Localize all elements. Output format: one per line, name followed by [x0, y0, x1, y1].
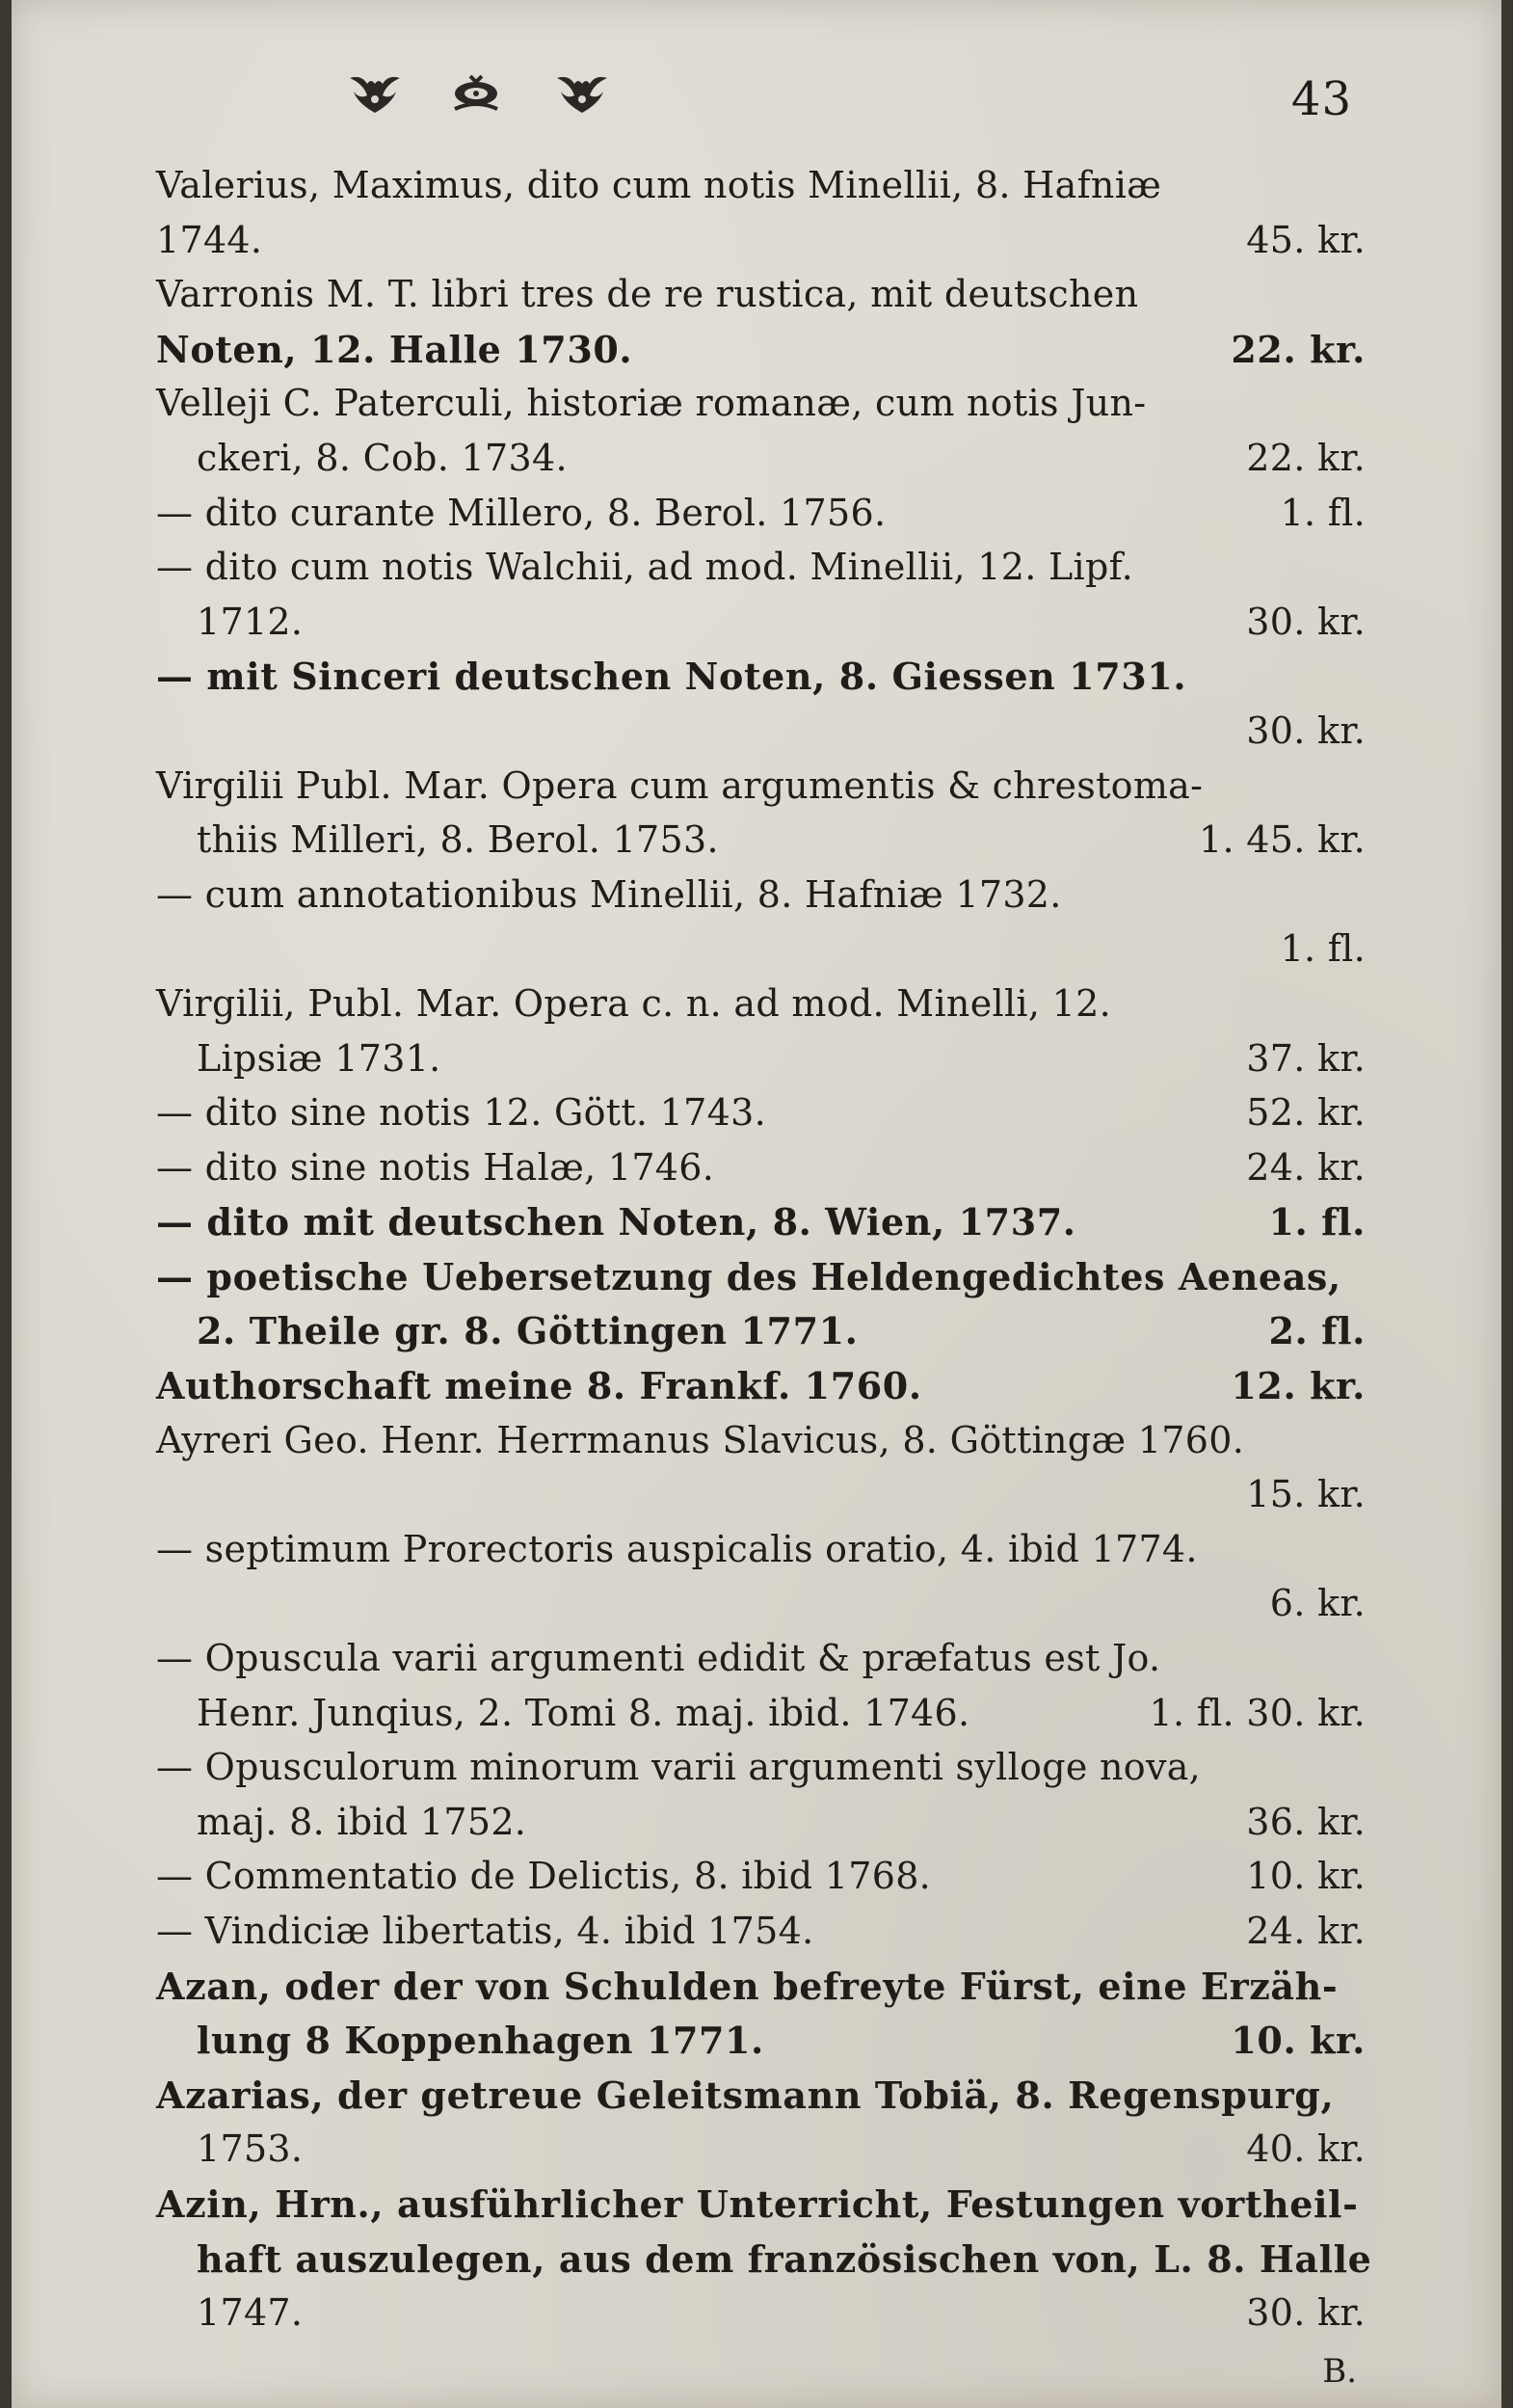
- entry-price: 15. kr.: [1246, 1473, 1366, 1516]
- catalog-line: [156, 1200, 1366, 1255]
- fleuron-center-icon: [445, 70, 507, 120]
- entry-text: — Vindiciæ libertatis, 4. ibid 1754.: [156, 1910, 814, 1952]
- entry-price: 36. kr.: [1246, 1800, 1366, 1843]
- catalog-line: [156, 764, 1366, 819]
- entry-text: — dito mit deutschen Noten, 8. Wien, 1737.: [156, 1200, 1076, 1244]
- entry-price: 12. kr.: [1231, 1364, 1366, 1408]
- catalog-line: [156, 982, 1366, 1037]
- signature-mark: B.: [1322, 2352, 1357, 2391]
- entry-text: Lipsiæ 1731.: [197, 1036, 441, 1080]
- book-page: [12, 0, 1501, 2408]
- entry-text: Velleji C. Paterculi, historiæ romanæ, cum notis Jun-: [156, 382, 1147, 425]
- fleuron-icon: [344, 70, 406, 120]
- entry-text: Virgilii, Publ. Mar. Opera c. n. ad mod. Minelli, 12.: [156, 981, 1111, 1025]
- catalog-line: [156, 818, 1366, 873]
- entry-text: Authorschaft meine 8. Frankf. 1760.: [156, 1364, 922, 1408]
- catalog-line: [156, 2127, 1366, 2182]
- entry-text: Azin, Hrn., ausführlicher Unterricht, Festungen vortheil-: [156, 2181, 1359, 2226]
- entry-text: — Opuscula varii argumenti edidit & præfatus est Jo.: [156, 1637, 1161, 1680]
- entry-text: Virgilii Publ. Mar. Opera cum argumentis & chrestoma-: [156, 763, 1204, 807]
- entry-text: 1747.: [197, 2291, 304, 2335]
- entry-price: 10. kr.: [1246, 1855, 1366, 1898]
- catalog-line: [156, 1855, 1366, 1910]
- entry-text: — dito cum notis Walchii, ad mod. Minellii, 12. Lipf.: [156, 546, 1133, 589]
- entry-text: — septimum Prorectoris auspicalis oratio, 4. ibid 1774.: [156, 1527, 1198, 1570]
- entry-text: Henr. Junqius, 2. Tomi 8. maj. ibid. 1746.: [197, 1691, 970, 1734]
- entry-price: 24. kr.: [1246, 1910, 1366, 1952]
- catalog-line: [156, 1910, 1366, 1965]
- catalog-line: [156, 1801, 1366, 1856]
- entry-price: 45. kr.: [1246, 218, 1366, 261]
- catalog-line: [156, 1637, 1366, 1692]
- catalog-line: [156, 1528, 1366, 1583]
- catalog-line: [156, 1746, 1366, 1801]
- entry-price: 1. fl.: [1280, 927, 1366, 971]
- entry-price: 22. kr.: [1231, 327, 1366, 371]
- entry-price: 30. kr.: [1246, 2291, 1366, 2335]
- entry-text: — dito curante Millero, 8. Berol. 1756.: [156, 491, 887, 534]
- entry-text: ckeri, 8. Cob. 1734.: [197, 436, 568, 479]
- entry-price: 1. fl. 30. kr.: [1149, 1691, 1366, 1734]
- entry-text: — cum annotationibus Minellii, 8. Hafniæ 1732.: [156, 872, 1062, 916]
- catalog-line: [156, 1965, 1366, 2020]
- entry-text: lung 8 Koppenhagen 1771.: [197, 2019, 764, 2063]
- entry-text: Azarias, der getreue Geleitsmann Tobiä, 8. Regenspurg,: [156, 2073, 1335, 2117]
- catalog-line: [156, 927, 1366, 982]
- fleuron-icon: [551, 70, 613, 120]
- entry-price: 40. kr.: [1246, 2127, 1366, 2171]
- entry-price: 6. kr.: [1269, 1582, 1366, 1625]
- catalog-line: [156, 655, 1366, 709]
- entry-text: — Opusculorum minorum varii argumenti sylloge nova,: [156, 1746, 1202, 1789]
- catalog-line: [156, 2291, 1366, 2346]
- catalog-line: [156, 1473, 1366, 1528]
- entry-text: 2. Theile gr. 8. Göttingen 1771.: [197, 1309, 859, 1353]
- catalog-line: [156, 1419, 1366, 1474]
- catalog-line: [156, 219, 1366, 274]
- entry-text: Valerius, Maximus, dito cum notis Minellii, 8. Hafniæ: [156, 164, 1162, 206]
- catalog-line: [156, 1692, 1366, 1747]
- catalog-line: [156, 1309, 1366, 1364]
- entry-text: — Commentatio de Delictis, 8. ibid 1768.: [156, 1855, 932, 1898]
- catalog-line: [156, 2182, 1366, 2237]
- entry-text: Varronis M. T. libri tres de re rustica, mit deutschen: [156, 273, 1139, 316]
- entry-price: 30. kr.: [1246, 709, 1366, 752]
- entry-text: — dito sine notis Halæ, 1746.: [156, 1145, 715, 1189]
- catalog-line: [156, 1364, 1366, 1419]
- catalog-line: [156, 437, 1366, 492]
- entry-text: — poetische Uebersetzung des Heldengedichtes Aeneas,: [156, 1254, 1341, 1298]
- entry-price: 2. fl.: [1268, 1309, 1366, 1353]
- entry-price: 22. kr.: [1246, 436, 1366, 479]
- catalog-line: [156, 273, 1366, 328]
- entry-price: 52. kr.: [1246, 1091, 1366, 1135]
- entry-text: 1744.: [156, 218, 263, 261]
- entry-price: 24. kr.: [1246, 1145, 1366, 1189]
- catalog-line: [156, 164, 1366, 219]
- catalog-line: [156, 1582, 1366, 1637]
- entry-text: — mit Sinceri deutschen Noten, 8. Giessen 1731.: [156, 655, 1187, 699]
- catalog-line: [156, 2019, 1366, 2074]
- catalog-line: [156, 1255, 1366, 1310]
- entry-price: 1. fl.: [1280, 491, 1366, 534]
- catalog-line: [156, 601, 1366, 656]
- catalog-line: [156, 1037, 1366, 1092]
- entry-text: Ayreri Geo. Henr. Herrmanus Slavicus, 8. Göttingæ 1760.: [156, 1418, 1245, 1461]
- entry-text: 1712.: [197, 600, 304, 643]
- entry-text: 1753.: [197, 2127, 304, 2171]
- entry-price: 37. kr.: [1246, 1036, 1366, 1080]
- catalog-line: [156, 2074, 1366, 2128]
- entry-text: Noten, 12. Halle 1730.: [156, 327, 633, 371]
- page-number: 43: [1290, 72, 1352, 126]
- entry-price: 1. fl.: [1268, 1200, 1366, 1244]
- catalog-line: [156, 2236, 1372, 2292]
- entry-price: 30. kr.: [1246, 600, 1366, 643]
- catalog-line: [156, 1091, 1366, 1146]
- catalog-line: [156, 546, 1366, 601]
- entry-price: 10. kr.: [1231, 2019, 1366, 2063]
- catalog-entries: [156, 164, 1372, 2346]
- entry-text: maj. 8. ibid 1752.: [197, 1800, 527, 1843]
- catalog-line: [156, 709, 1366, 764]
- entry-text: thiis Milleri, 8. Berol. 1753.: [197, 818, 719, 862]
- entry-text: — dito sine notis 12. Gött. 1743.: [156, 1091, 766, 1135]
- catalog-line: [156, 492, 1366, 547]
- page-header: [12, 53, 1501, 140]
- catalog-line: [156, 328, 1366, 383]
- entry-price: 1. 45. kr.: [1199, 818, 1366, 862]
- catalog-line: [156, 873, 1366, 928]
- entry-text: Azan, oder der von Schulden befreyte Fürst, eine Erzäh-: [156, 1964, 1339, 2008]
- entry-text: haft auszulegen, aus dem französischen von, L. 8. Halle: [197, 2236, 1372, 2281]
- catalog-line: [156, 1146, 1366, 1201]
- catalog-line: [156, 382, 1366, 437]
